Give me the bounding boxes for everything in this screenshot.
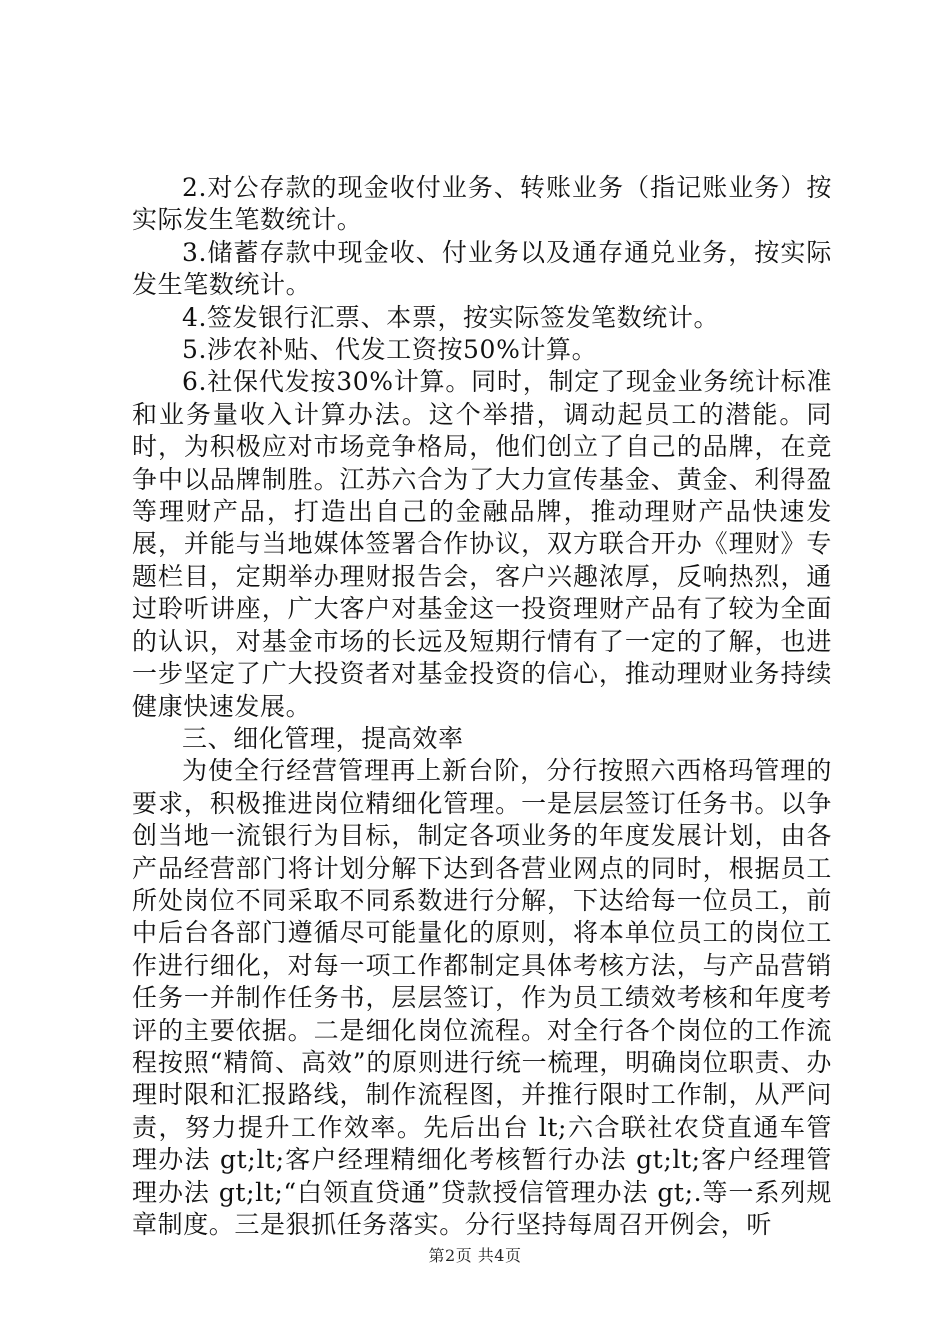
paragraph-item-5: 5.涉农补贴、代发工资按50%计算。 (182, 335, 598, 365)
page-number-footer: 第2页 共4页 (428, 1246, 522, 1265)
paragraph-item-3: 3.储蓄存款中现金收、付业务以及通存通兑业务，按实际发生笔数统计。 (132, 237, 832, 300)
section-heading: 三、细化管理，提高效率 (182, 723, 464, 753)
document-body (132, 172, 832, 1241)
paragraph-management: 为使全行经营管理再上新台阶，分行按照六西格玛管理的要求，积极推进岗位精细化管理。一是层层签订任务书。以争创当地一流银行为目标，制定各项业务的年度发展计划，由各产品经营部门将计划分解下达到各营业网点的同时，根据员工所处岗位不同采取不同系数进行分解，下达给每一位员工，前中后台各部门遵循尽可能量化的原则，将本单位员工的岗位工作进行细化，对每一项工作都制定具体考核方法，与产品营销任务一并制作任务书，层层签订，作为员工绩效考核和年度考评的主要依据。二是细化岗位流程。对全行各个岗位的工作流程按照“精简、高效”的原则进行统一梳理，明确岗位职责、办理时限和汇报路线，制作流程图，并推行限时工作制，从严问责，努力提升工作效率。先后出台 lt;六合联社农贷直通车管理办法 gt;lt;客户经理精细化考核暂行办法 gt;lt;客户经理管理办法 gt;lt;“白领直贷通”贷款授信管理办法 gt;.等一系列规章制度。三是狠抓任务落实。分行坚持每周召开例会，听 (132, 756, 832, 1239)
paragraph-item-2: 2.对公存款的现金收付业务、转账业务（指记账业务）按实际发生笔数统计。 (132, 173, 832, 235)
paragraph-item-6: 6.社保代发按30%计算。同时，制定了现金业务统计标准和业务量收入计算办法。这个举措，调动起员工的潜能。同时，为积极应对市场竞争格局，他们创立了自己的品牌，在竞争中以品牌制胜。江苏六合为了大力宣传基金、黄金、利得盈等理财产品，打造出自己的金融品牌，推动理财产品快速发展，并能与当地媒体签署合作协议，双方联合开办《理财》专题栏目，定期举办理财报告会，客户兴趣浓厚，反响热烈，通过聆听讲座，广大客户对基金这一投资理财产品有了较为全面的认识，对基金市场的长远及短期行情有了一定的了解，也进一步坚定了广大投资者对基金投资的信心，推动理财业务持续健康快速发展。 (132, 367, 832, 721)
paragraph-item-4: 4.签发银行汇票、本票，按实际签发笔数统计。 (182, 302, 720, 332)
